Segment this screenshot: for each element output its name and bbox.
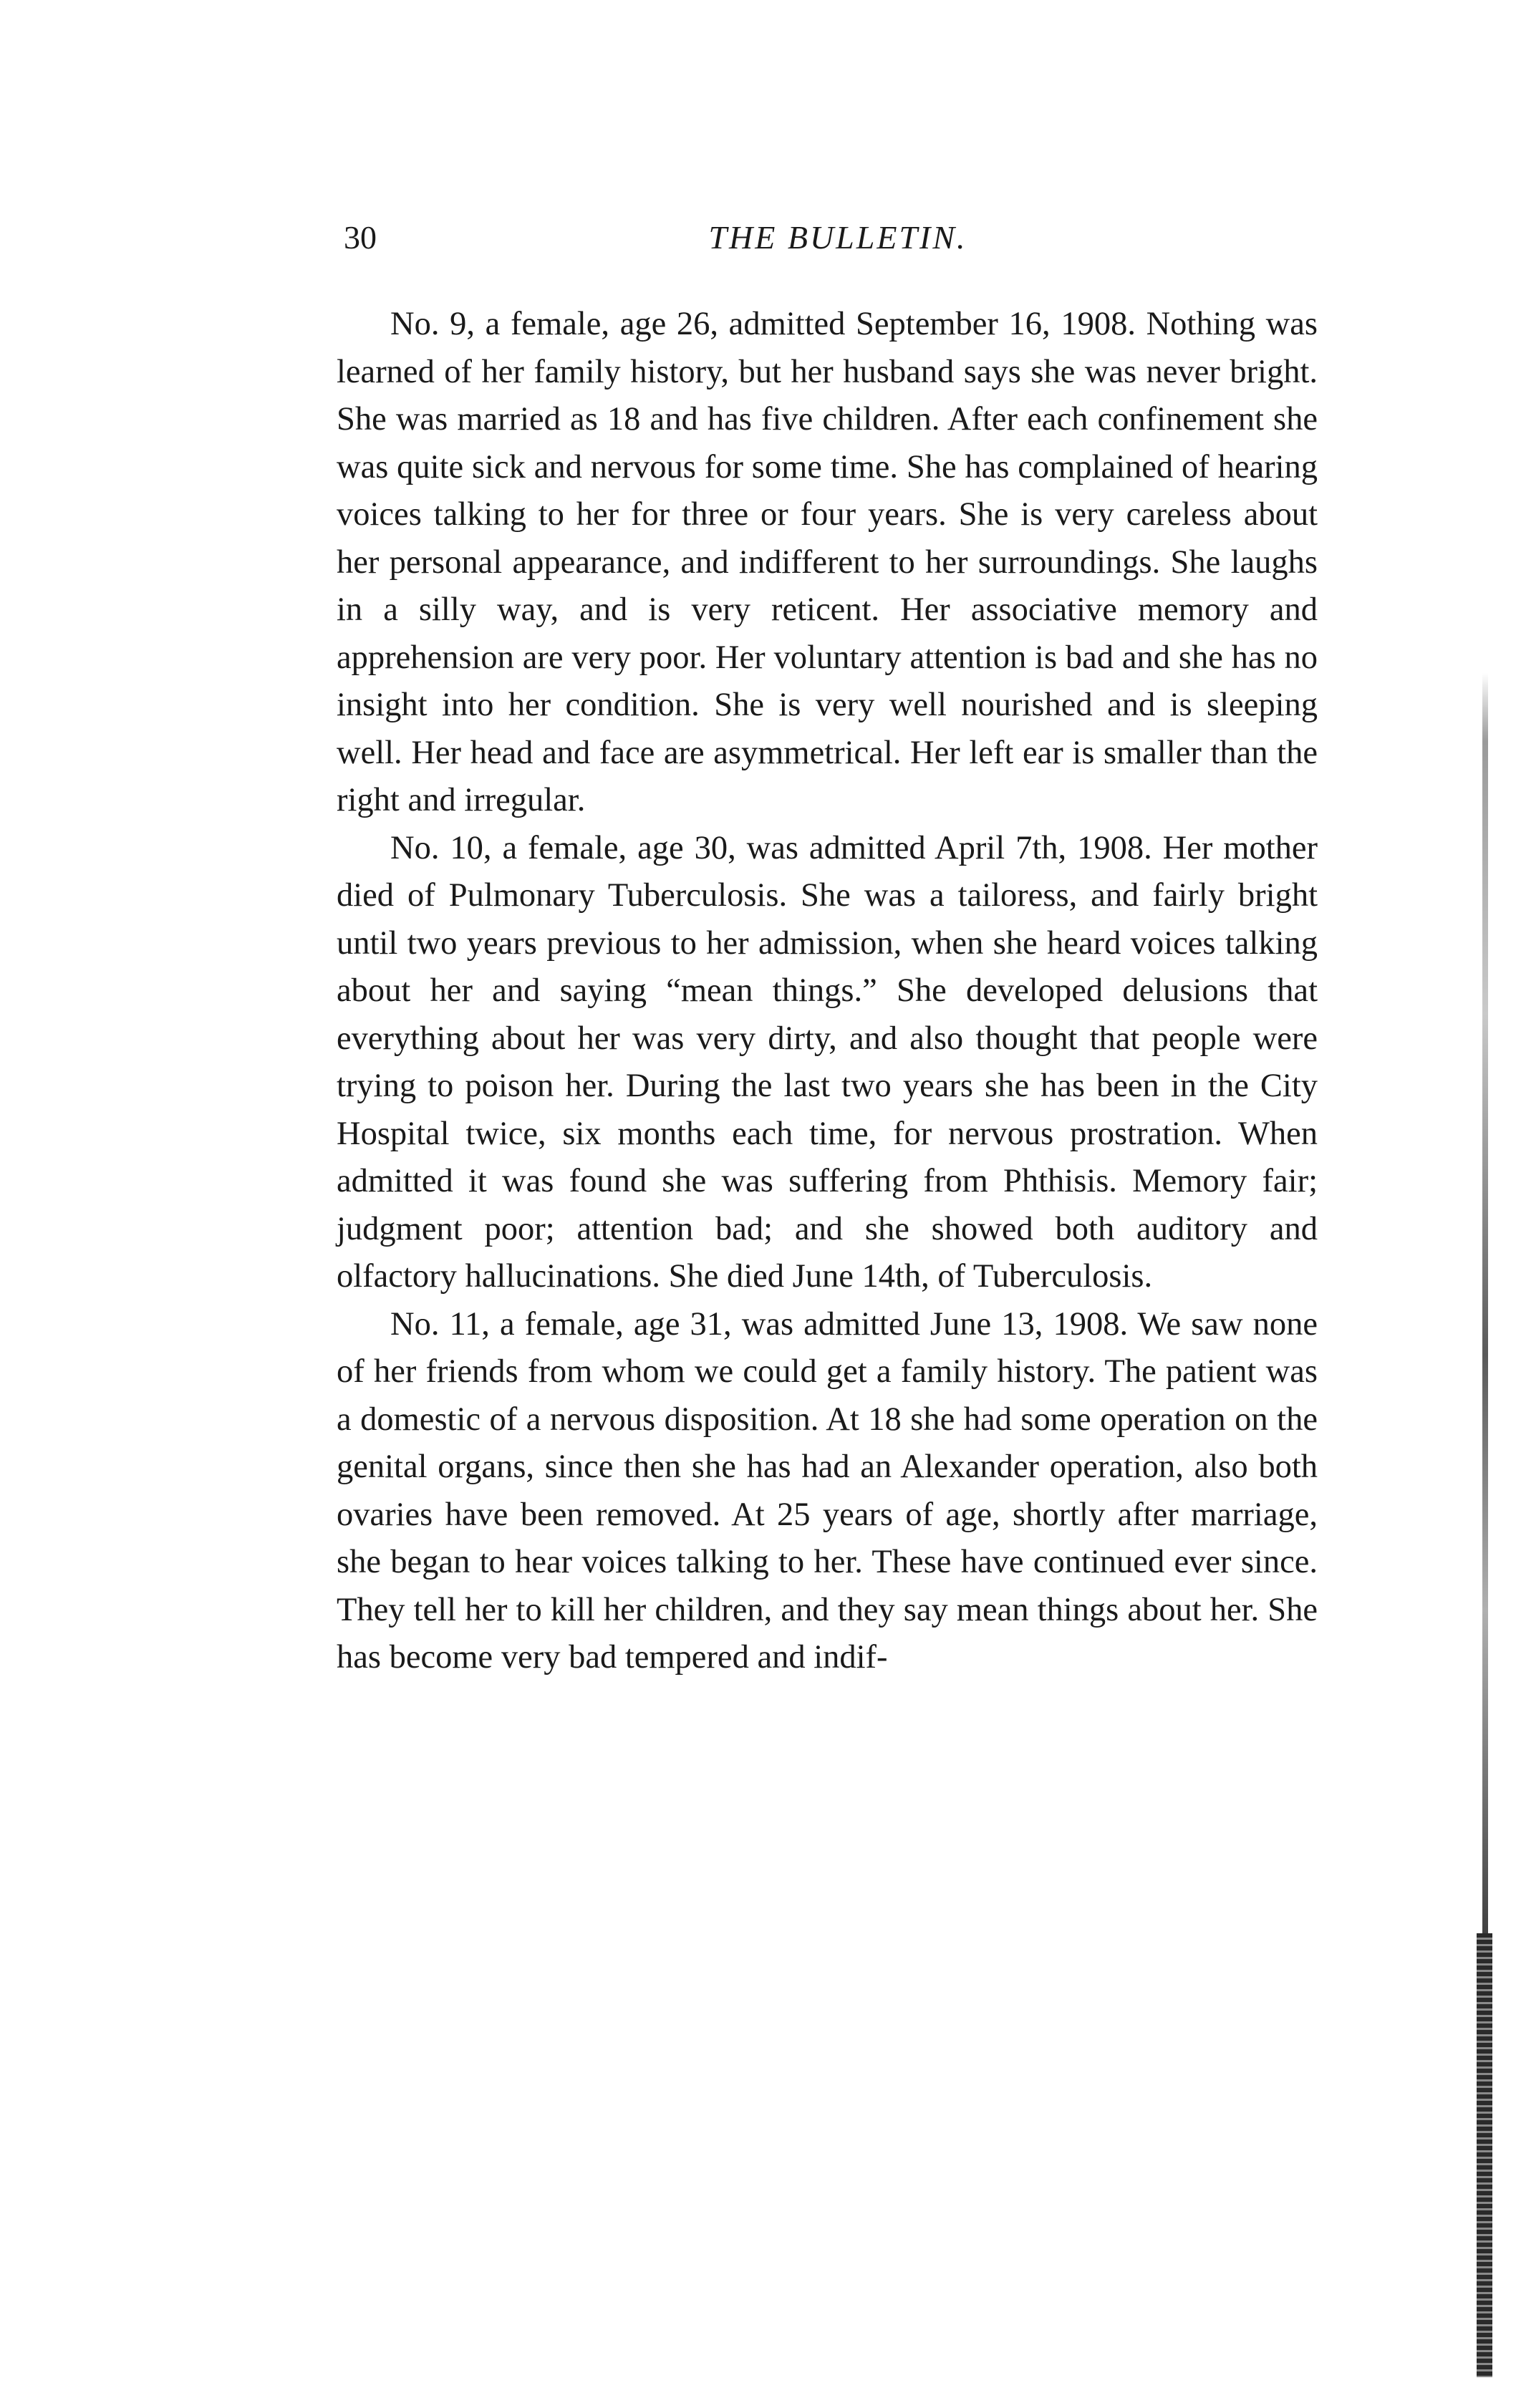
body-text [337,301,1318,1682]
paragraph-case-11: No. 11, a female, age 31, was admitted June 13, 1908. We saw none of her friends from whom we could get a family history. The patient was a domestic of a nervous disposition. At 18 she had some operation on the genital organs, since then she has had an Alexander operation, also both ovaries have been removed. At 25 years of age, shortly after marriage, she began to hear voices talking to her. These have continued ever since. They tell her to kill her children, and they say mean things about her. She has become very bad tempered and indif- [337,1305,1318,1676]
page-header [337,216,1339,274]
scan-binding-edge-lower [1477,1933,1492,2377]
paragraph-case-9: No. 9, a female, age 26, admitted September 16, 1908. Nothing was learned of her family history, but her husband says she was never bright. She was married as 18 and has five children. After each confinement she was quite sick and nervous for some time. She has complained of hearing voices talking to her for three or four years. She is very careless about her personal appearance, and indifferent to her surroundings. She laughs in a silly way, and is very reticent. Her associative memory and apprehension are very poor. Her voluntary attention is bad and she has no insight into her condition. She is very well nourished and is sleeping well. Her head and face are asymmetrical. Her left ear is smaller than the right and irregular. [337,306,1318,818]
page-number: 30 [344,219,377,256]
running-title: THE BULLETIN. [708,219,967,256]
paragraph-case-10: No. 10, a female, age 30, was admitted April 7th, 1908. Her mother died of Pulmonary Tuberculosis. She was a tailoress, and fairly bright until two years previous to her admission, when she heard voices talking about her and saying “mean things.” She developed delusions that everything about her was very dirty, and also thought that people were trying to poison her. During the last two years she has been in the City Hospital twice, six months each time, for nervous prostration. When admitted it was found she was suffering from Phthisis. Memory fair; judgment poor; attention bad; and she showed both auditory and olfactory hallucinations. She died June 14th, of Tuberculosis. [337,829,1318,1295]
